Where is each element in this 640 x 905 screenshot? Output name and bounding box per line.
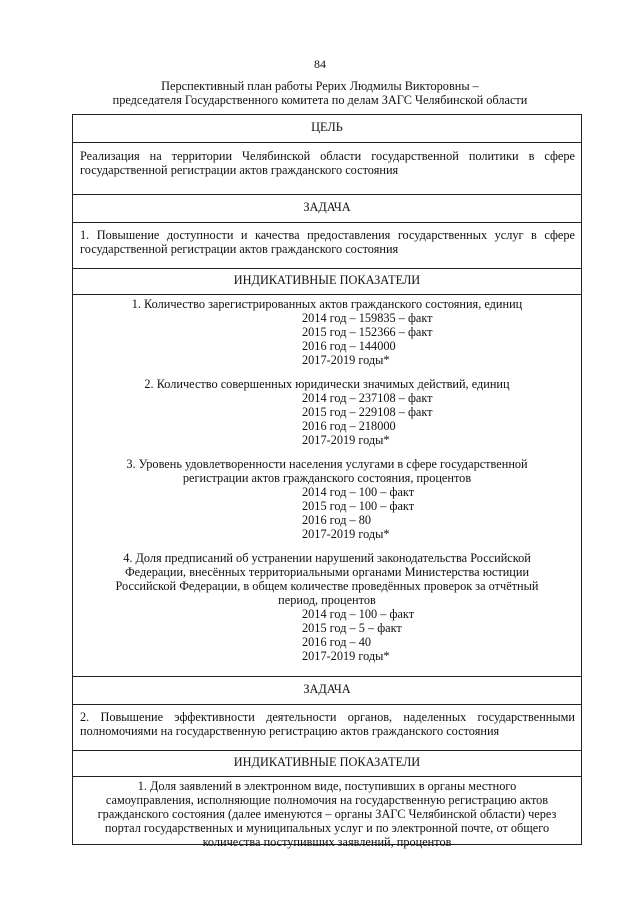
indicator-year: 2017-2019 годы* [302, 353, 390, 367]
plan-table [72, 114, 582, 849]
indicator-item [73, 779, 581, 849]
indicator-title: 3. Уровень удовлетворенности населения услугами в сфере государственной [126, 457, 528, 471]
indicator-year: 2016 год – 40 [302, 635, 372, 649]
indicators2-list [73, 777, 581, 849]
goal-text: Реализация на территории Челябинской области государственной политики в сфере государственной регистрации актов гражданского состояния [73, 143, 581, 195]
task1-text: 1. Повышение доступности и качества предоставления государственных услуг в сфере государственной регистрации актов гражданского состояния [73, 223, 581, 269]
indicator-item [73, 377, 581, 447]
indicator-year: 2015 год – 229108 – факт [302, 405, 433, 419]
indicator-year: 2015 год – 5 – факт [302, 621, 402, 635]
indicator-year: 2016 год – 144000 [302, 339, 396, 353]
indicator-item [73, 297, 581, 367]
indicator-title: самоуправления, исполняющие полномочия на государственную регистрацию актов [105, 793, 549, 807]
indicator-year: 2014 год – 100 – факт [302, 607, 415, 621]
task2-text: 2. Повышение эффективности деятельности органов, наделенных государственными полномочиями на государственную регистрацию актов гражданского состояния [73, 705, 581, 751]
goal-header: ЦЕЛЬ [73, 115, 581, 143]
indicator-year: 2014 год – 159835 – факт [302, 311, 433, 325]
indicator-title: гражданского состояния (далее именуются – органы ЗАГС Челябинской области) через [97, 807, 557, 821]
title-line-2: председателя Государственного комитета по делам ЗАГС Челябинской области [112, 93, 528, 107]
indicator-title: 1. Доля заявлений в электронном виде, поступивших в органы местного [137, 779, 517, 793]
indicator-title: портал государственных и муниципальных услуг и по электронной почте, от общего [104, 821, 550, 835]
indicator-title: регистрации актов гражданского состояния, процентов [182, 471, 472, 485]
indicator-year: 2014 год – 237108 – факт [302, 391, 433, 405]
indicator-year: 2016 год – 218000 [302, 419, 396, 433]
indicators1-header: ИНДИКАТИВНЫЕ ПОКАЗАТЕЛИ [73, 269, 581, 295]
indicator-title: период, процентов [278, 593, 376, 607]
indicator-item [73, 551, 581, 663]
title-line-1: Перспективный план работы Рерих Людмилы Викторовны – [161, 79, 479, 93]
task2-header: ЗАДАЧА [73, 677, 581, 705]
task1-header: ЗАДАЧА [73, 195, 581, 223]
indicator-year: 2015 год – 152366 – факт [302, 325, 433, 339]
document-title [0, 79, 640, 107]
indicator-year: 2015 год – 100 – факт [302, 499, 415, 513]
indicator-title: 4. Доля предписаний об устранении нарушений законодательства Российской [123, 551, 531, 565]
page-number: 84 [314, 57, 326, 71]
indicator-year: 2017-2019 годы* [302, 527, 390, 541]
indicator-title: Федерации, внесённых территориальными органами Министерства юстиции [124, 565, 530, 579]
indicators2-header: ИНДИКАТИВНЫЕ ПОКАЗАТЕЛИ [73, 751, 581, 777]
indicator-item [73, 457, 581, 541]
indicator-title: 1. Количество зарегистрированных актов гражданского состояния, единиц [131, 297, 523, 311]
indicators1-list [73, 295, 581, 677]
indicator-year: 2017-2019 годы* [302, 649, 390, 663]
indicator-year: 2014 год – 100 – факт [302, 485, 415, 499]
indicator-title: Российской Федерации, в общем количестве проведённых проверок за отчётный [115, 579, 539, 593]
indicator-title: 2. Количество совершенных юридически значимых действий, единиц [144, 377, 510, 391]
indicator-year: 2016 год – 80 [302, 513, 372, 527]
indicator-title: количества поступивших заявлений, процентов [202, 835, 452, 849]
indicator-year: 2017-2019 годы* [302, 433, 390, 447]
